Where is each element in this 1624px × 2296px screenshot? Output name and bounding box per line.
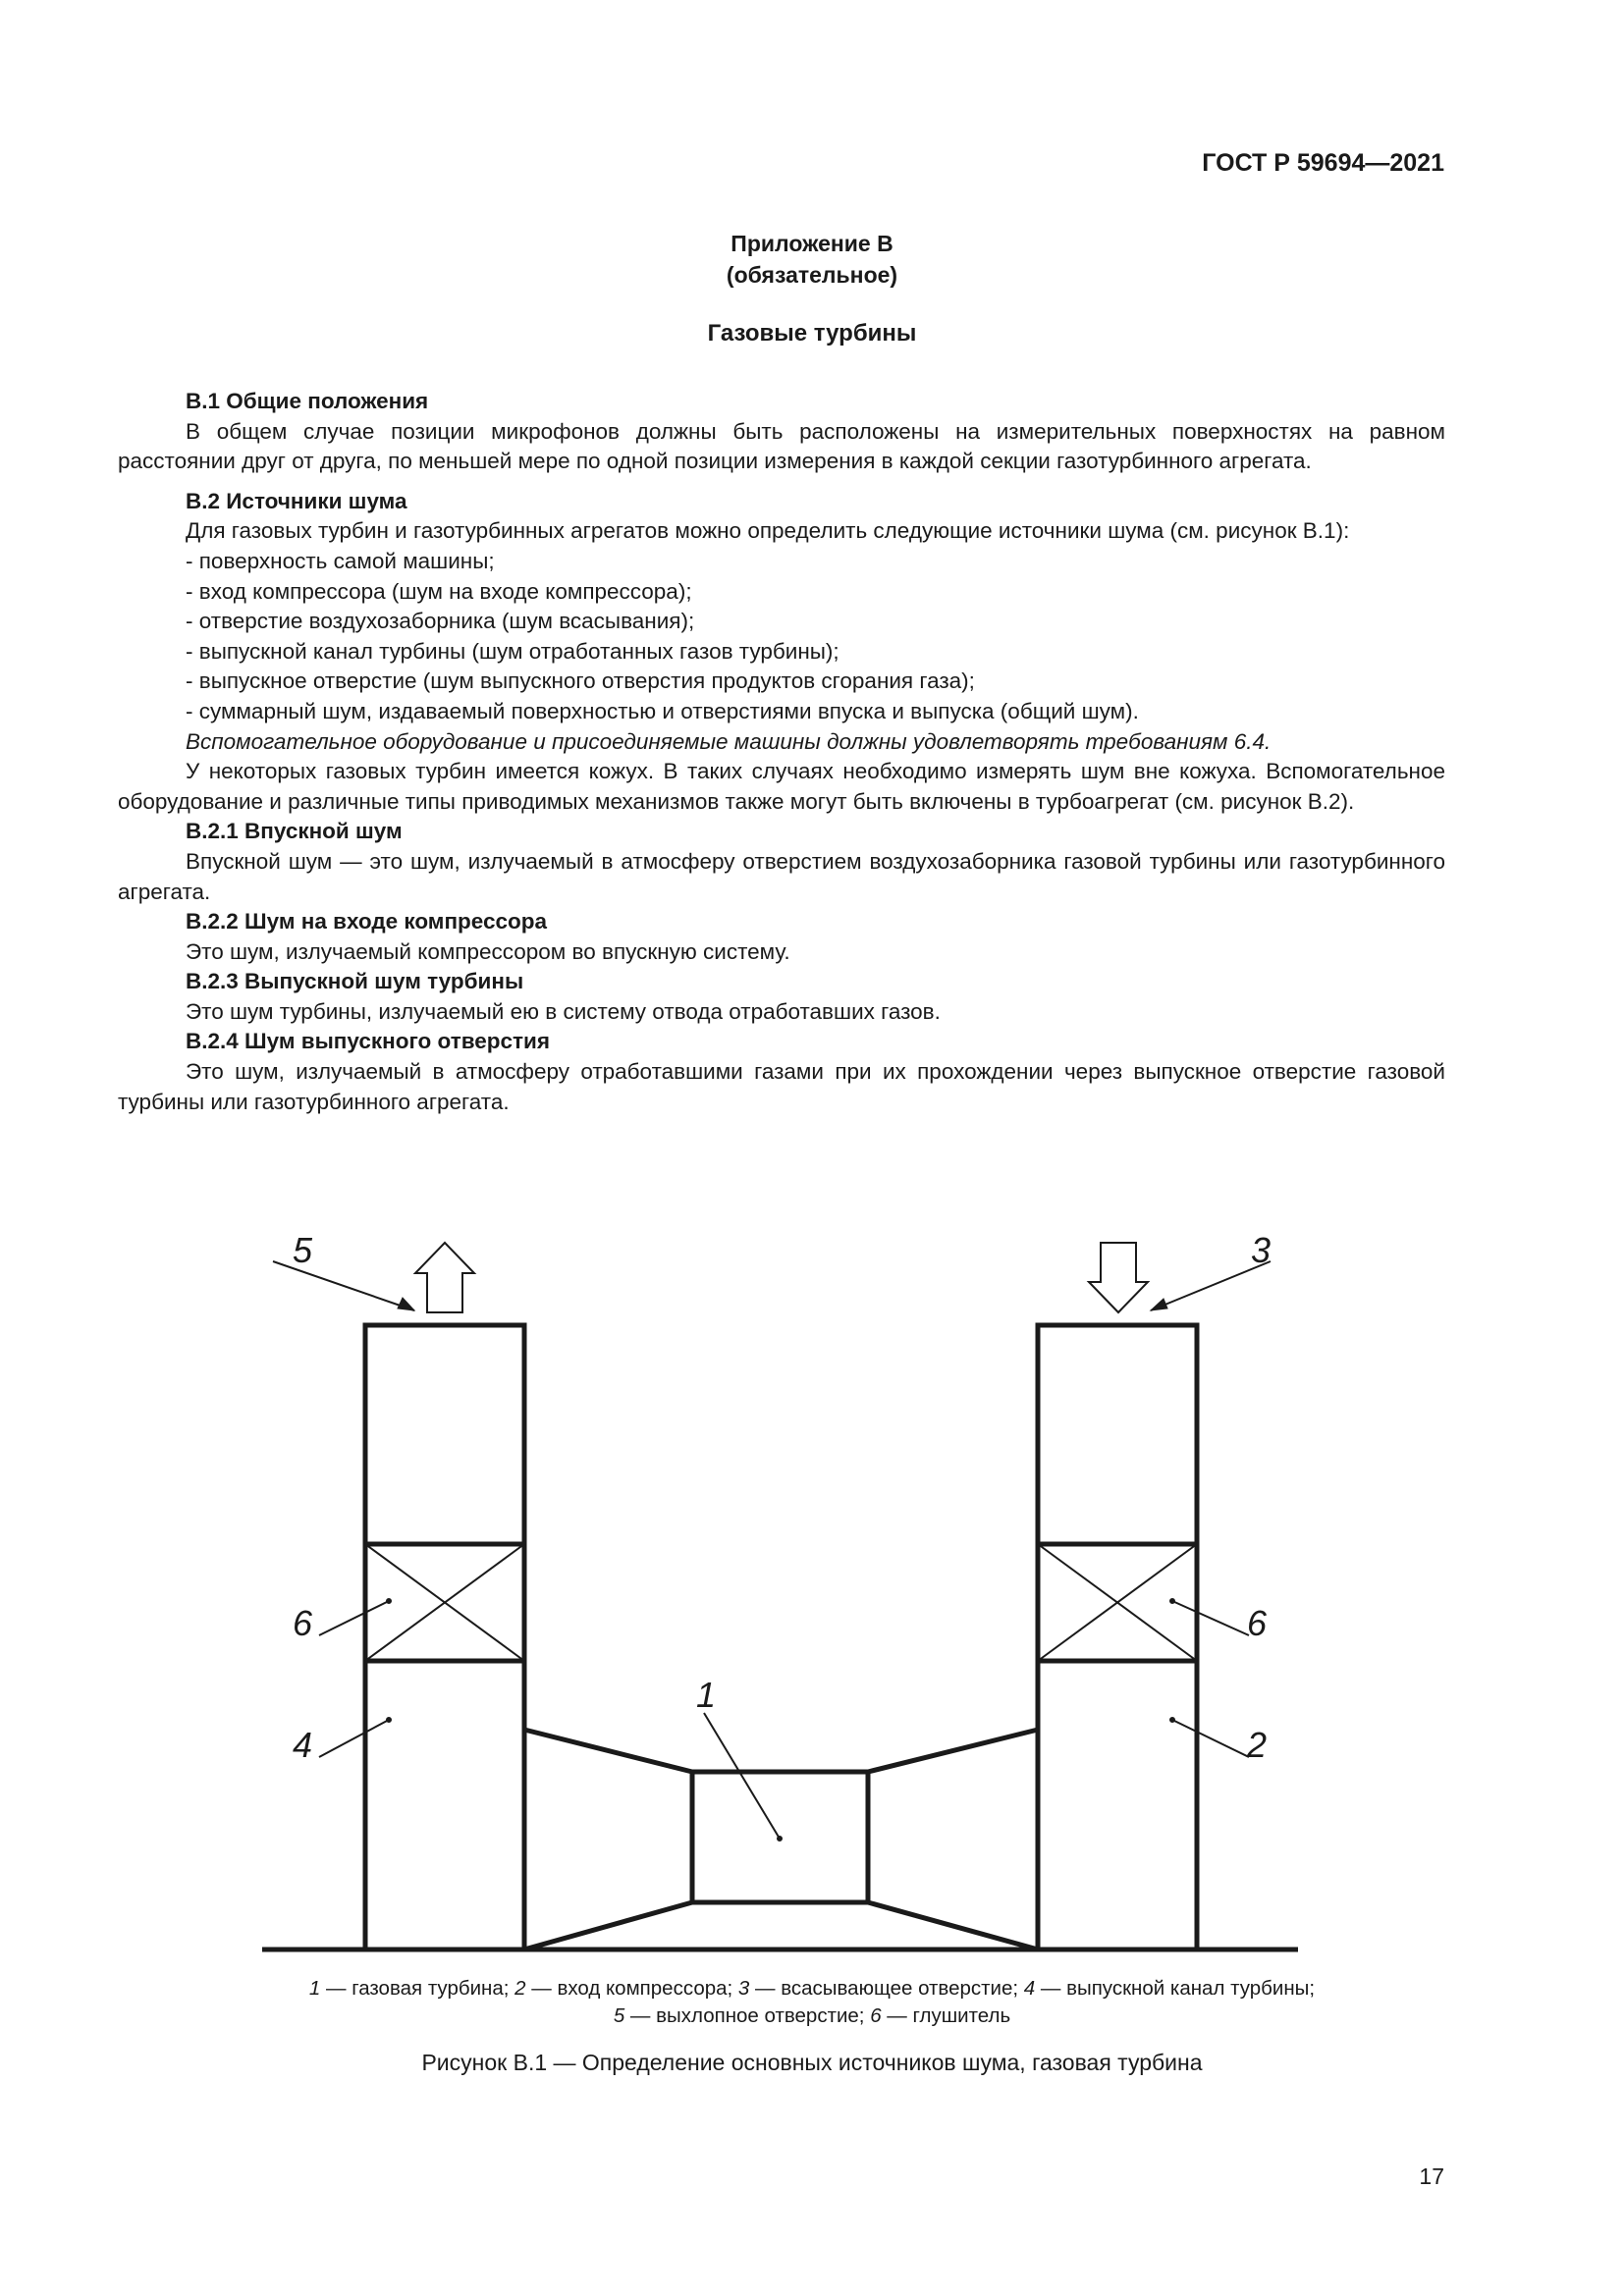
legend-text: — газовая турбина;: [320, 1977, 515, 2000]
left-transition-top: [524, 1730, 692, 1772]
heading-b23: В.2.3 Выпускной шум турбины: [186, 969, 524, 994]
paragraph-b22: Это шум, излучаемый компрессором во впускную систему.: [186, 938, 790, 964]
legend-number: 6: [870, 2004, 882, 2027]
intake-arrow-down-icon: [1089, 1243, 1148, 1312]
left-transition-bottom: [524, 1902, 692, 1949]
legend-line-1: [0, 1975, 1624, 2002]
legend-number: 1: [308, 1977, 321, 2000]
list-item: - выпускной канал турбины (шум отработанных газов турбины);: [186, 638, 839, 664]
paragraph-b24: Это шум, излучаемый в атмосферу отработавшими газами при их прохождении через выпускное отверстие газовой турбины или газотурбинного агрегата.: [118, 1059, 1445, 1114]
left-stack: [365, 1325, 524, 1949]
legend-text: — всасывающее отверстие;: [749, 1977, 1024, 2000]
legend-number: 5: [613, 2004, 625, 2027]
legend-number: 2: [514, 1977, 526, 2000]
right-stack: [1038, 1325, 1197, 1949]
figure-legend: [0, 1975, 1624, 2030]
label-1: 1: [696, 1675, 717, 1715]
standard-number: ГОСТ Р 59694—2021: [1202, 149, 1444, 177]
legend-line-2: [0, 2002, 1624, 2030]
annex-title: Приложение В: [731, 231, 893, 256]
paragraph-b2-intro: Для газовых турбин и газотурбинных агрегатов можно определить следующие источники шума (см. рисунок В.1):: [186, 518, 1350, 544]
legend-text: — вход компрессора;: [525, 1977, 738, 2000]
page-number: 17: [1419, 2163, 1444, 2189]
paragraph-b1: В общем случае позиции микрофонов должны быть расположены на измерительных поверхностях на равном расстоянии друг от друга, по меньшей мере по одной позиции измерения в каждой секции газотурбинного агрегата.: [118, 418, 1445, 474]
leader-6-left: [319, 1601, 389, 1635]
list-item: - вход компрессора (шум на входе компрессора);: [186, 578, 692, 604]
figure-caption: Рисунок В.1 — Определение основных источников шума, газовая турбина: [421, 2050, 1203, 2075]
annex-status: (обязательное): [726, 262, 898, 288]
exhaust-arrow-up-icon: [415, 1243, 474, 1312]
legend-number: 3: [737, 1977, 750, 2000]
legend-text: — глушитель: [881, 2004, 1011, 2027]
label-5: 5: [293, 1230, 313, 1270]
list-item: - суммарный шум, издаваемый поверхностью и отверстиями впуска и выпуска (общий шум).: [186, 698, 1139, 723]
point-2: [1170, 1718, 1175, 1723]
label-3: 3: [1251, 1230, 1272, 1270]
leader-6-right: [1172, 1601, 1249, 1635]
label-4: 4: [293, 1725, 313, 1765]
paragraph-b21: Впускной шум — это шум, излучаемый в атмосферу отверстием воздухозаборника газовой турбины или газотурбинного агрегата.: [118, 848, 1445, 904]
point-6-left: [387, 1599, 392, 1604]
heading-b1: В.1 Общие положения: [186, 389, 429, 413]
heading-b21: В.2.1 Впускной шум: [186, 819, 403, 844]
list-item: - отверстие воздухозаборника (шум всасывания);: [186, 609, 695, 634]
right-transition-bottom: [868, 1902, 1038, 1949]
legend-text: — выхлопное отверстие;: [624, 2004, 871, 2027]
label-2: 2: [1247, 1725, 1268, 1765]
paragraph-note: Вспомогательное оборудование и присоединяемые машины должны удовлетворять требованиям 6.4.: [186, 728, 1272, 754]
point-6-right: [1170, 1599, 1175, 1604]
heading-b24: В.2.4 Шум выпускного отверстия: [186, 1029, 551, 1054]
right-transition-top: [868, 1730, 1038, 1772]
legend-number: 4: [1023, 1977, 1036, 2000]
leader-3-arrowhead-icon: [1151, 1299, 1167, 1310]
heading-b22: В.2.2 Шум на входе компрессора: [186, 909, 548, 934]
point-1: [778, 1837, 783, 1842]
paragraph-b23: Это шум турбины, излучаемый ею в систему отвода отработавших газов.: [186, 998, 941, 1024]
legend-text: — выпускной канал турбины;: [1035, 1977, 1316, 2000]
paragraph-casing: У некоторых газовых турбин имеется кожух. В таких случаях необходимо измерять шум вне кожуха. Вспомогательное оборудование и различные типы приводимых механизмов также могут быть включены в турбоагрегат (см. рисунок В.2).: [118, 759, 1445, 814]
heading-b2: В.2 Источники шума: [186, 488, 407, 513]
leader-5-arrowhead-icon: [398, 1298, 414, 1310]
leader-4: [319, 1720, 389, 1757]
label-6-right: 6: [1247, 1603, 1268, 1643]
leader-2: [1172, 1720, 1249, 1757]
section-title: Газовые турбины: [707, 320, 917, 347]
point-4: [387, 1718, 392, 1723]
label-6-left: 6: [293, 1603, 313, 1643]
list-item: - поверхность самой машины;: [186, 548, 495, 573]
list-item: - выпускное отверстие (шум выпускного отверстия продуктов сгорания газа);: [186, 668, 975, 694]
leader-1: [704, 1713, 780, 1839]
